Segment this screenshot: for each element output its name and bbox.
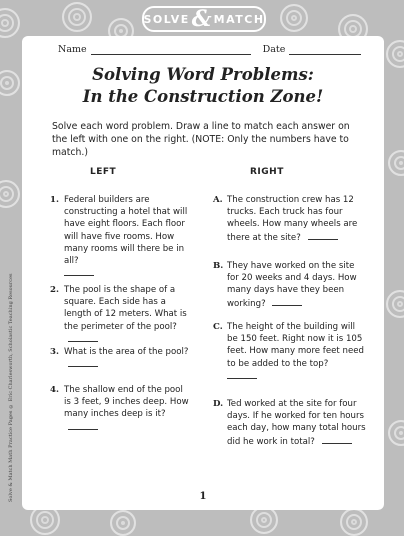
problem-label: 4. xyxy=(50,385,59,395)
problem-label: B. xyxy=(213,261,224,271)
answer-blank[interactable] xyxy=(322,435,352,444)
problem-text: Federal builders are constructing a hotel that will have eight floors. Each floor will have five rooms. How many rooms will there be in all? xyxy=(64,195,188,267)
copyright-credit: Solve & Match Math Practice Pages © Eric Charlesworth, Scholastic Teaching Resources xyxy=(8,273,14,502)
logo-word-solve: SOLVE xyxy=(143,12,190,26)
problem-text: The shallow end of the pool is 3 feet, 9 inches deep. How many inches deep is it? xyxy=(64,385,189,420)
problem-text: Ted worked at the site for four days. If he worked for ten hours each day, how many total hours did he work in total? xyxy=(227,399,366,447)
problem-c xyxy=(213,321,367,383)
problem-text: What is the area of the pool? xyxy=(64,347,189,357)
answer-blank[interactable] xyxy=(68,421,98,430)
problem-text: The pool is the shape of a square. Each side has a length of 12 meters. What is the perimeter of the pool? xyxy=(64,285,187,332)
problem-text: The height of the building will be 150 feet. Right now it is 105 feet. How many more feet need to be added to the top? xyxy=(227,322,364,369)
title-line-2: In the Construction Zone! xyxy=(82,87,324,106)
header-band xyxy=(0,0,404,36)
right-column-heading: RIGHT xyxy=(250,167,284,177)
problem-2 xyxy=(50,284,194,346)
solve-and-match-logo xyxy=(142,6,266,32)
answer-blank[interactable] xyxy=(227,370,257,379)
problem-4 xyxy=(50,384,189,434)
date-label: Date xyxy=(262,44,286,55)
answer-blank[interactable] xyxy=(64,267,94,276)
problem-3 xyxy=(50,346,199,371)
problem-b xyxy=(213,260,367,310)
date-field[interactable] xyxy=(289,44,361,55)
answer-blank[interactable] xyxy=(308,231,338,240)
problem-label: D. xyxy=(213,399,224,409)
problem-a xyxy=(213,194,367,244)
answer-blank[interactable] xyxy=(68,333,98,342)
problem-label: A. xyxy=(213,195,223,205)
title-line-1: Solving Word Problems: xyxy=(92,65,314,84)
worksheet-page xyxy=(22,36,384,510)
page-number: 1 xyxy=(199,491,207,502)
problem-1 xyxy=(50,194,189,280)
page-title xyxy=(22,64,384,108)
problem-label: 1. xyxy=(50,195,59,205)
logo-word-match: MATCH xyxy=(213,12,265,26)
problem-text: They have worked on the site for 20 weeks and 4 days. How many days have they been working? xyxy=(227,261,357,309)
instructions: Solve each word problem. Draw a line to match each answer on the left with one on the right. (NOTE: Only the numbers have to match.) xyxy=(52,121,350,158)
problem-label: 2. xyxy=(50,285,59,295)
problem-label: C. xyxy=(213,322,223,332)
problem-label: 3. xyxy=(50,347,59,357)
answer-blank[interactable] xyxy=(272,297,302,306)
answer-blank[interactable] xyxy=(68,358,98,367)
logo-ampersand: & xyxy=(191,6,212,32)
name-label: Name xyxy=(58,44,87,55)
problem-text: The construction crew has 12 trucks. Each truck has four wheels. How many wheels are there at the site? xyxy=(227,195,358,243)
problem-d xyxy=(213,398,367,448)
name-date-row xyxy=(58,44,378,55)
left-column-heading: LEFT xyxy=(90,167,117,177)
name-field[interactable] xyxy=(91,44,251,55)
